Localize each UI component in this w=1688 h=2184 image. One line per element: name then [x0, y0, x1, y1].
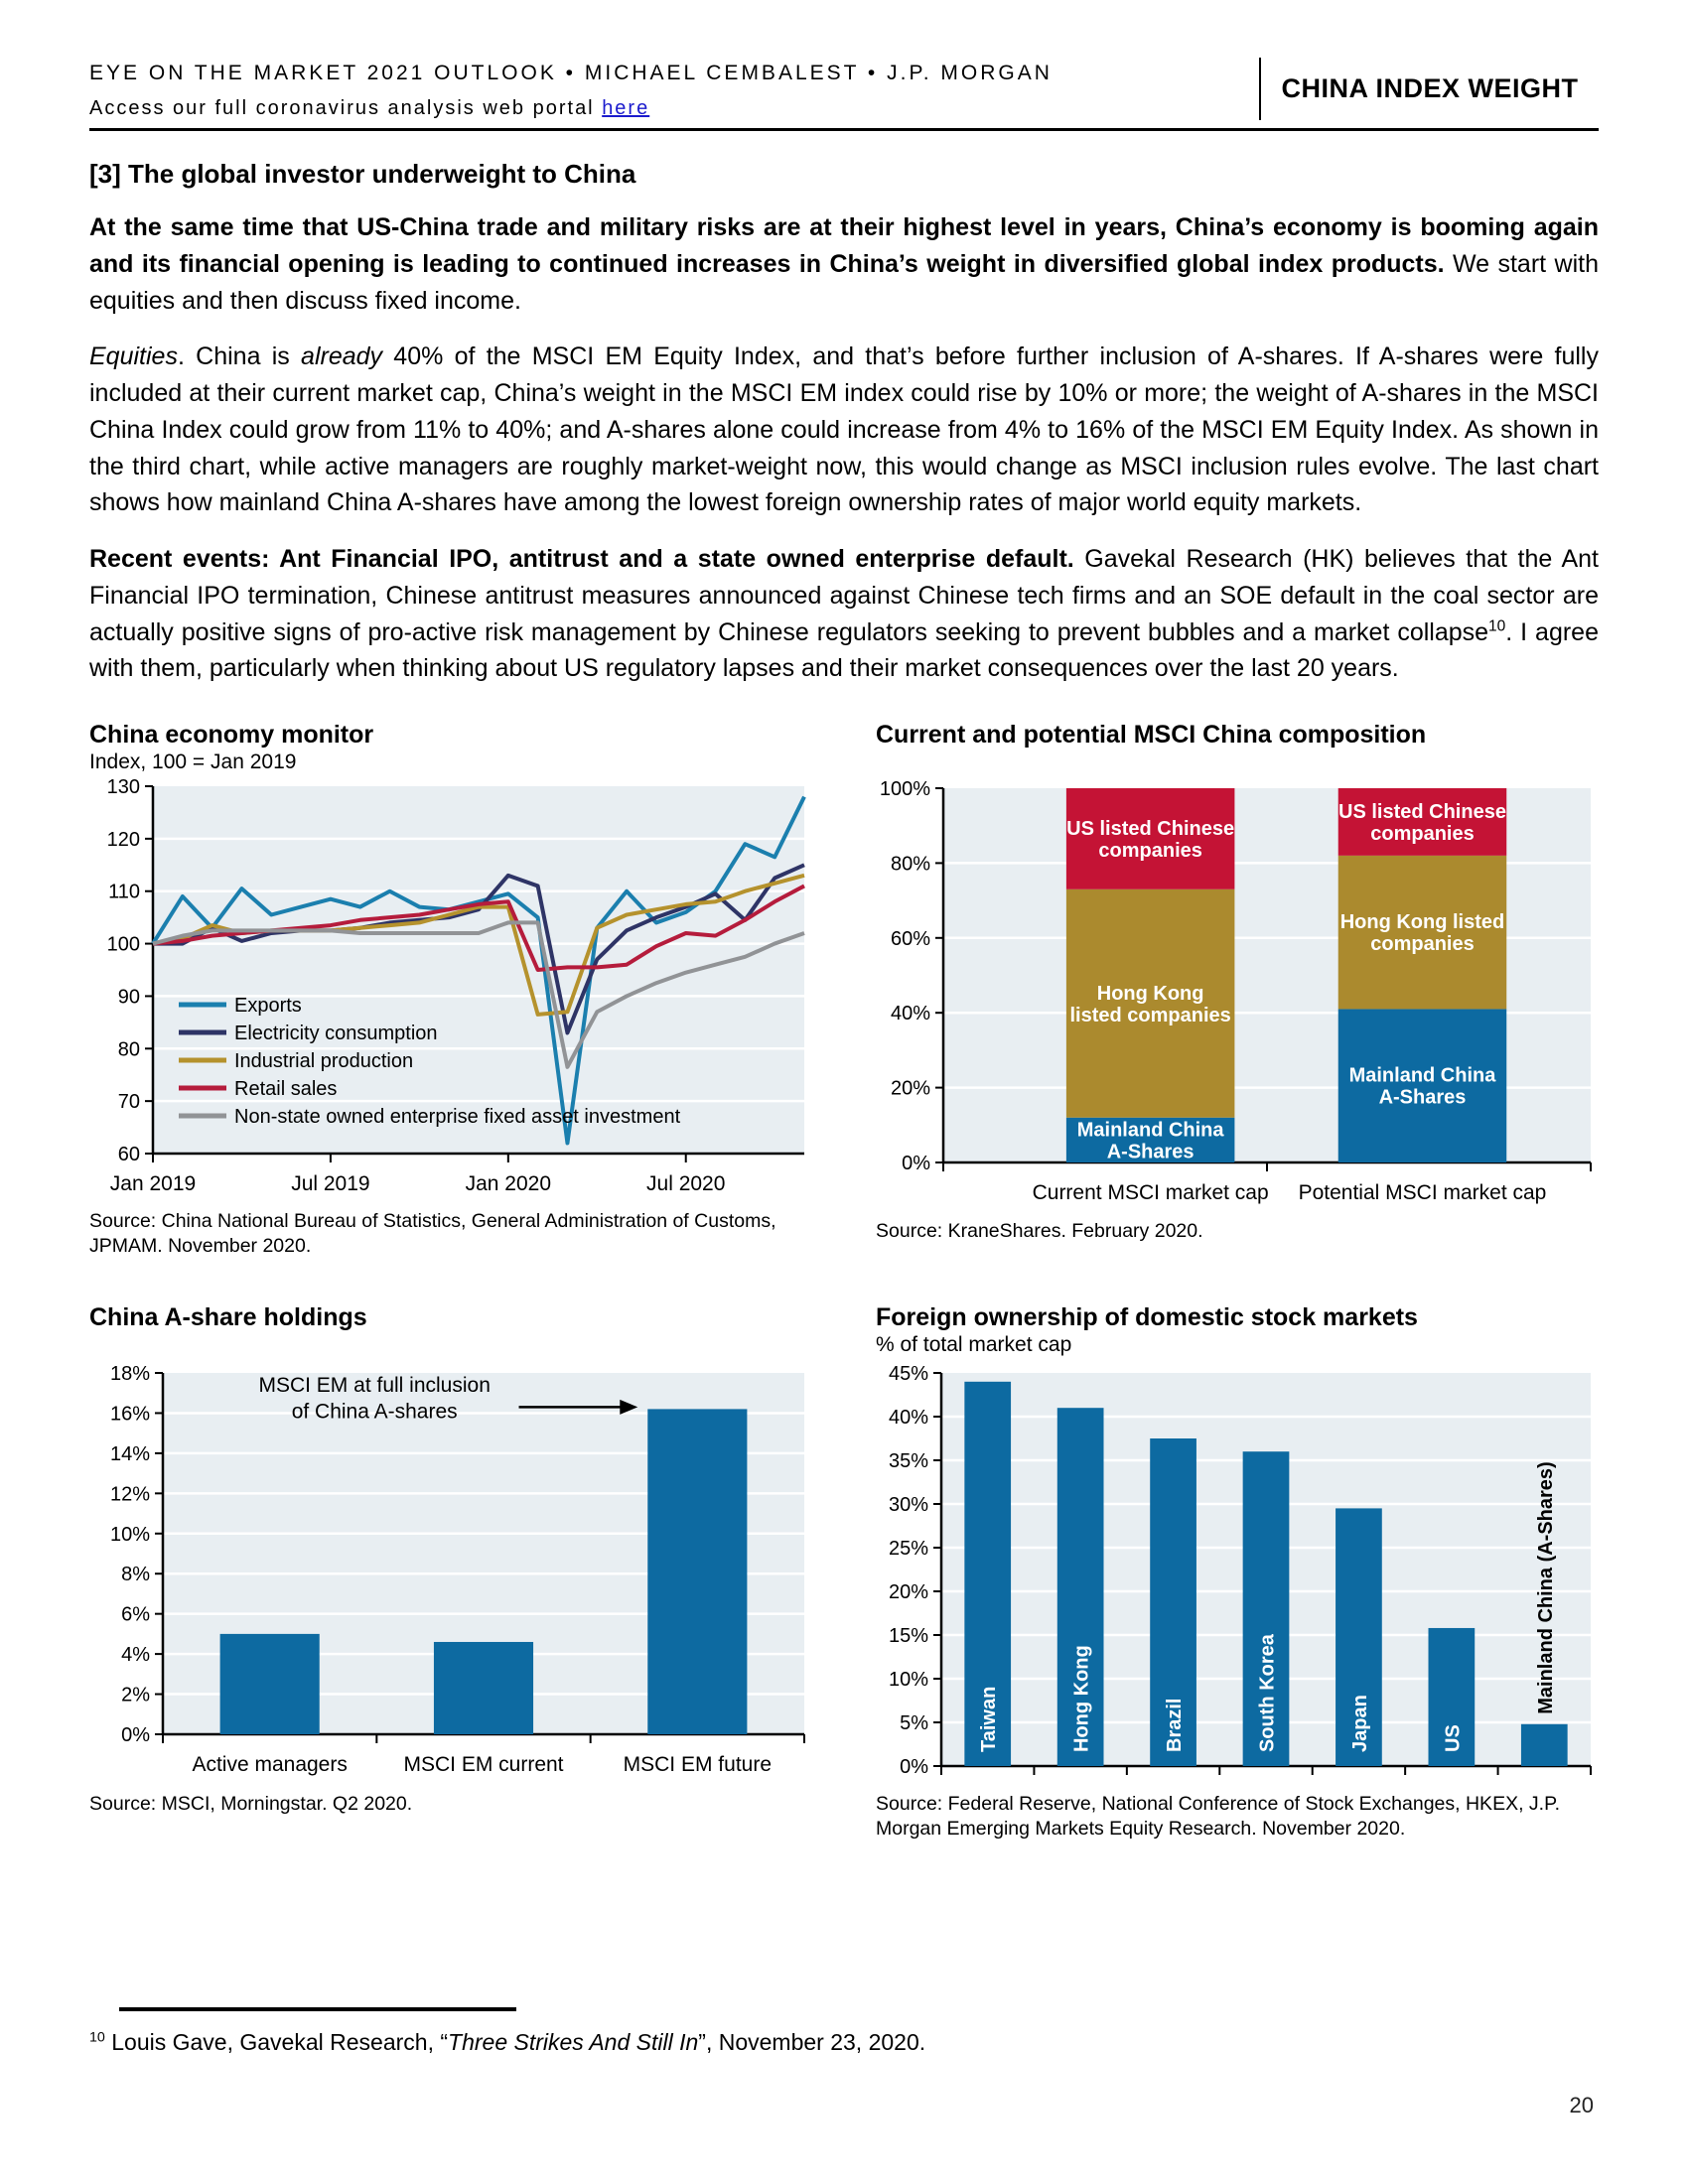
svg-text:5%: 5% [900, 1711, 928, 1734]
section-heading: [3] The global investor underweight to China [89, 159, 636, 189]
svg-text:120: 120 [106, 828, 140, 851]
svg-text:70: 70 [117, 1091, 140, 1114]
svg-text:14%: 14% [109, 1442, 150, 1465]
svg-text:Active managers: Active managers [192, 1752, 348, 1776]
footnote [89, 2007, 1599, 2056]
page-number: 20 [1569, 2093, 1594, 2117]
svg-text:80: 80 [117, 1038, 140, 1061]
svg-text:60%: 60% [890, 927, 930, 950]
svg-text:Exports: Exports [234, 995, 302, 1017]
chart-a-share-holdings [89, 1303, 812, 1843]
svg-text:Mainland China: Mainland China [1076, 1119, 1224, 1142]
svg-text:Jan 2019: Jan 2019 [109, 1172, 197, 1195]
footnote-text: $^{10}$ Louis Gave, Gavekal Research, “Three Strikes And Still In”, November 23, 2020. [89, 2029, 926, 2055]
svg-text:10%: 10% [888, 1668, 928, 1691]
chart-source: Source: Federal Reserve, National Conference of Stock Exchanges, HKEX, J.P. Morgan Emerging Markets Equity Research. November 2020. [876, 1792, 1560, 1841]
svg-text:Hong Kong: Hong Kong [1070, 1644, 1093, 1752]
svg-text:US listed Chinese: US listed Chinese [1338, 800, 1506, 823]
svg-text:Taiwan: Taiwan [978, 1686, 1001, 1752]
svg-text:Hong Kong: Hong Kong [1096, 982, 1204, 1005]
chart-title: Current and potential MSCI China composition [876, 721, 1427, 749]
svg-text:35%: 35% [888, 1449, 928, 1472]
svg-text:of China A-shares: of China A-shares [291, 1400, 458, 1424]
svg-text:Current MSCI market cap: Current MSCI market cap [1032, 1181, 1269, 1204]
svg-text:A-Shares: A-Shares [1106, 1141, 1195, 1163]
svg-text:Potential MSCI market cap: Potential MSCI market cap [1298, 1181, 1547, 1204]
chart-source: Source: MSCI, Morningstar. Q2 2020. [89, 1792, 413, 1815]
svg-text:South Korea: South Korea [1256, 1633, 1279, 1752]
svg-text:Industrial production: Industrial production [234, 1050, 414, 1072]
svg-text:companies: companies [1098, 839, 1202, 862]
chart-subtitle [89, 1333, 812, 1359]
svg-text:6%: 6% [121, 1603, 150, 1626]
svg-text:130: 130 [106, 778, 140, 798]
svg-text:100: 100 [106, 933, 140, 956]
chart-title: Foreign ownership of domestic stock markets [876, 1302, 1418, 1331]
svg-text:Hong Kong listed: Hong Kong listed [1339, 911, 1505, 934]
footnote-divider [119, 2007, 516, 2011]
chart-source: Source: China National Bureau of Statistics, General Administration of Customs, JPMAM. November 2020. [89, 1210, 776, 1258]
svg-text:25%: 25% [888, 1537, 928, 1560]
svg-text:listed companies: listed companies [1069, 1004, 1231, 1026]
svg-text:Mainland China (A-Shares): Mainland China (A-Shares) [1534, 1460, 1557, 1714]
svg-text:80%: 80% [890, 853, 930, 876]
svg-text:110: 110 [108, 881, 140, 903]
svg-text:Brazil: Brazil [1164, 1698, 1187, 1752]
svg-text:90: 90 [117, 986, 140, 1009]
svg-text:Jan 2020: Jan 2020 [465, 1172, 552, 1195]
msci-china-composition-plot [876, 778, 1599, 1215]
chart-subtitle: Index, 100 = Jan 2019 [89, 751, 297, 773]
svg-text:16%: 16% [109, 1403, 150, 1426]
svg-text:0%: 0% [121, 1723, 150, 1746]
svg-text:0%: 0% [902, 1153, 930, 1174]
svg-text:40%: 40% [890, 1003, 930, 1025]
svg-text:20%: 20% [890, 1077, 930, 1100]
svg-text:30%: 30% [888, 1493, 928, 1516]
svg-text:0%: 0% [900, 1755, 928, 1778]
svg-text:Mainland China: Mainland China [1348, 1064, 1496, 1087]
paragraph-overview: At the same time that US-China trade and military risks are at their highest level in years, China’s economy is booming again and its financial opening is leading to continued increases in China’s weight in diversified global index products. We start with equities and then discuss fixed income. [89, 213, 1599, 315]
svg-text:Jul 2020: Jul 2020 [646, 1172, 726, 1195]
svg-text:100%: 100% [879, 778, 930, 800]
svg-text:45%: 45% [888, 1362, 928, 1385]
svg-text:US: US [1442, 1723, 1465, 1752]
svg-text:MSCI EM at full inclusion: MSCI EM at full inclusion [258, 1373, 491, 1397]
report-title: EYE ON THE MARKET 2021 OUTLOOK • MICHAEL CEMBALEST • J.P. MORGAN [89, 62, 1053, 84]
header-left [89, 58, 1259, 120]
svg-text:8%: 8% [121, 1563, 150, 1585]
portal-line: Access our full coronavirus analysis web portal here [89, 97, 650, 119]
chart-title: China A-share holdings [89, 1302, 367, 1331]
section-label: CHINA INDEX WEIGHT [1281, 73, 1579, 103]
china-economy-monitor-plot [89, 778, 812, 1205]
paragraph-recent-events: Recent events: Ant Financial IPO, antitrust and a state owned enterprise default. Gavekal Research (HK) believes that the Ant Financial IPO termination, Chinese antitrust measures announced against Chinese tech firms and an SOE default in the coal sector are actually positive signs of pro-active risk management by Chinese regulators seeking to prevent bubbles and a market collapse$^{10}$. I agree with them, particularly when thinking about US regulatory lapses and their market consequences over the last 20 years. [89, 545, 1599, 683]
svg-text:Retail sales: Retail sales [234, 1078, 338, 1100]
svg-text:2%: 2% [121, 1684, 150, 1706]
coronavirus-portal-link[interactable]: here [602, 97, 650, 119]
svg-text:MSCI EM future: MSCI EM future [623, 1752, 773, 1776]
chart-china-economy-monitor [89, 721, 812, 1260]
svg-text:Non-state owned enterprise fix: Non-state owned enterprise fixed asset investment [234, 1106, 681, 1128]
svg-text:20%: 20% [888, 1580, 928, 1603]
svg-text:Japan: Japan [1348, 1694, 1371, 1752]
svg-text:18%: 18% [109, 1362, 150, 1385]
chart-foreign-ownership [876, 1303, 1599, 1843]
svg-text:10%: 10% [109, 1523, 150, 1546]
page-header [89, 58, 1599, 131]
svg-text:MSCI EM current: MSCI EM current [403, 1752, 564, 1776]
svg-text:15%: 15% [888, 1624, 928, 1647]
chart-title: China economy monitor [89, 721, 374, 749]
chart-subtitle [876, 751, 1599, 776]
paragraph-equities: Equities. China is already 40% of the MSCI EM Equity Index, and that’s before further inclusion of A-shares. If A-shares were fully included at their current market cap, China’s weight in the MSCI EM index could rise by 10% or more; the weight of A-shares in the MSCI China Index could grow from 11% to 40%; and A-shares alone could increase from 4% to 16% of the MSCI EM Equity Index. As shown in the third chart, while active managers are roughly market-weight now, this would change as MSCI inclusion rules evolve. The last chart shows how mainland China A-shares have among the lowest foreign ownership rates of major world equity markets. [89, 342, 1599, 517]
foreign-ownership-plot [876, 1361, 1599, 1788]
svg-text:12%: 12% [109, 1483, 150, 1506]
svg-text:Jul 2019: Jul 2019 [291, 1172, 370, 1195]
svg-text:US listed Chinese: US listed Chinese [1066, 817, 1235, 840]
svg-text:companies: companies [1370, 822, 1475, 845]
a-share-holdings-plot [89, 1361, 812, 1788]
chart-subtitle: % of total market cap [876, 1332, 1072, 1356]
svg-text:4%: 4% [121, 1643, 150, 1666]
svg-text:Electricity consumption: Electricity consumption [234, 1023, 438, 1044]
svg-text:A-Shares: A-Shares [1378, 1086, 1467, 1109]
chart-source: Source: KraneShares. February 2020. [876, 1220, 1203, 1242]
chart-msci-china-composition [876, 721, 1599, 1260]
svg-text:60: 60 [117, 1144, 140, 1165]
charts-grid [89, 721, 1599, 1842]
svg-text:companies: companies [1370, 933, 1475, 956]
svg-text:40%: 40% [888, 1406, 928, 1429]
